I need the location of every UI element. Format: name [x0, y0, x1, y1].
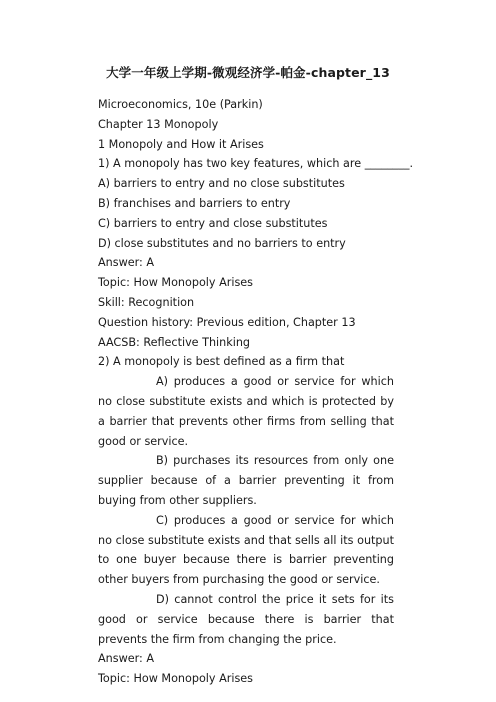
option-line: A) barriers to entry and no close substitutes [98, 177, 345, 191]
history-line: Question history: Previous edition, Chapter 13 [98, 315, 356, 329]
topic-line: Topic: How Monopoly Arises [98, 672, 253, 686]
option-paragraph: D) cannot control the price it sets for its good or service because there is barrier that prevents the firm from changing the price. [98, 592, 394, 646]
question-line: 2) A monopoly is best defined as a firm that [98, 355, 345, 369]
document-title: 大学一年级上学期-微观经济学-帕金-chapter_13 [106, 65, 390, 80]
option-paragraph: C) produces a good or service for which no close substitute exists and that sells all its output to one buyer because there is barrier preventing other buyers from purchasing the good or service. [98, 513, 394, 587]
text-line: Microeconomics, 10e (Parkin) [98, 98, 263, 111]
aacsb-line: AACSB: Reflective Thinking [98, 335, 251, 349]
question-line: 1) A monopoly has two key features, which are ________. [98, 157, 413, 171]
option-line: B) franchises and barriers to entry [98, 196, 291, 210]
skill-line: Skill: Recognition [98, 295, 195, 309]
option-line: D) close substitutes and no barriers to entry [98, 236, 346, 250]
text-line: Chapter 13 Monopoly [98, 117, 219, 131]
answer-line: Answer: A [98, 256, 154, 270]
text-line: 1 Monopoly and How it Arises [98, 137, 264, 151]
option-paragraph: A) produces a good or service for which no close substitute exists and which is protected by a barrier that prevents other firms from selling that good or service. [98, 375, 394, 448]
topic-line: Topic: How Monopoly Arises [98, 276, 253, 290]
option-line: C) barriers to entry and close substitutes [98, 216, 328, 230]
option-paragraph: B) purchases its resources from only one supplier because of a barrier preventing it from buying from other suppliers. [98, 454, 394, 507]
answer-line: Answer: A [98, 652, 154, 666]
document-body [98, 95, 413, 689]
